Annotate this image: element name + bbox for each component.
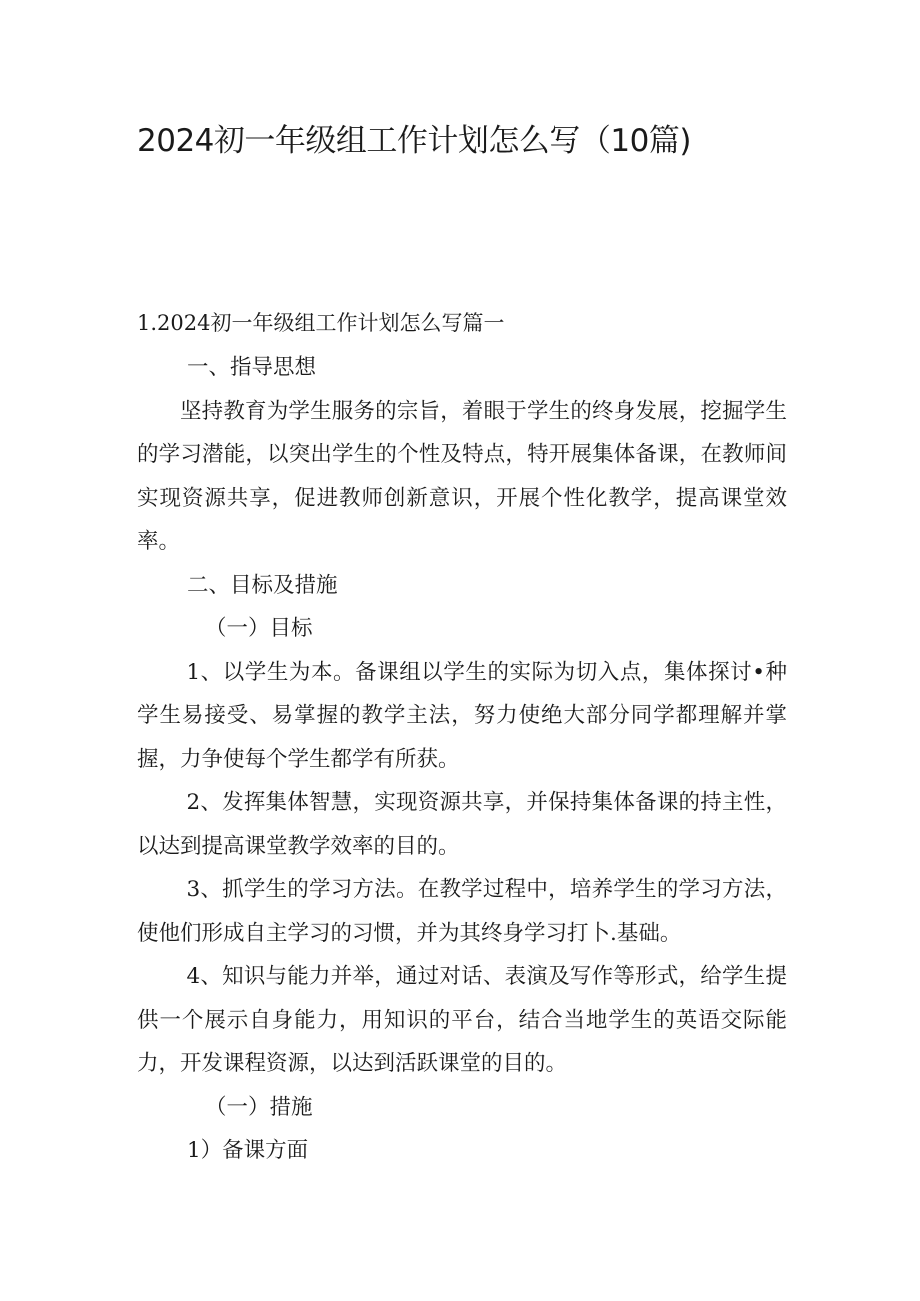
document-body [137,346,787,1173]
heading-goals-and-measures: 二、目标及措施 [187,572,338,598]
goal-item-4: 4、知识与能力并举，通过对话、表演及写作等形式，给学生提供一个展示自身能力，用知识的平台，结合当地学生的英语交际能力，开发课程资源，以达到活跃课堂的目的。 [137,964,787,1076]
section-heading: 1.2024初一年级组工作计划怎么写篇一 [137,311,505,335]
goal-item-1: 1、以学生为本。备课组以学生的实际为切入点，集体探讨•种学生易接受、易掌握的教学主法，努力使绝大部分同学都理解并掌握，力争使每个学生都学有所获。 [137,659,787,772]
subheading-goals: （一）目标 [205,616,313,641]
measure-item-lesson-prep: 1）备课方面 [187,1138,309,1163]
goal-item-2: 2、发挥集体智慧，实现资源共享，并保持集体备课的持主性，以达到提高课堂教学效率的目的。 [137,790,787,859]
subheading-measures: （一）措施 [205,1094,313,1120]
paragraph-guiding-ideology: 坚持教育为学生服务的宗旨，着眼于学生的终身发展，挖掘学生的学习潜能，以突出学生的个性及特点，特开展集体备课，在教师间实现资源共享，促进教师创新意识，开展个性化教学，提高课堂效率。 [137,398,787,554]
goal-item-3: 3、抓学生的学习方法。在教学过程中，培养学生的学习方法，使他们形成自主学习的习惯，并为其终身学习打卜.基础。 [137,877,787,946]
document-title: 2024初一年级组工作计划怎么写（10篇) [137,123,691,159]
heading-guiding-ideology: 一、指导思想 [187,355,317,380]
